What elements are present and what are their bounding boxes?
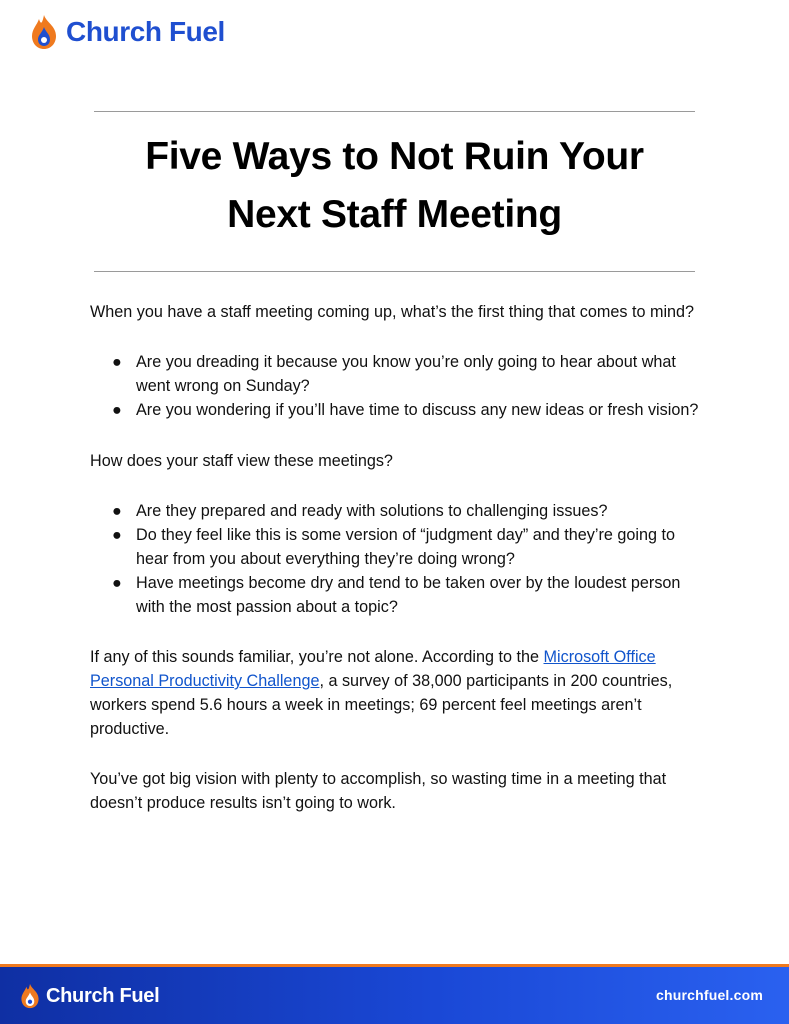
- title-line-2: Next Staff Meeting: [227, 193, 562, 236]
- list-item-text: Do they feel like this is some version of “judgment day” and they’re going to hear from you about everything they’re doing wrong?: [136, 526, 675, 568]
- article-body: [90, 300, 710, 815]
- list-item: [112, 350, 710, 398]
- brand-name: Church Fuel: [66, 16, 225, 47]
- intro-paragraph: When you have a staff meeting coming up, what’s the first thing that comes to mind?: [90, 303, 695, 321]
- title-divider-bottom: [94, 271, 695, 272]
- question-list-1: [90, 350, 710, 422]
- list-item-text: Are they prepared and ready with solutions to challenging issues?: [136, 502, 608, 520]
- statistics-paragraph: [90, 645, 710, 741]
- list-item: [112, 523, 710, 571]
- list-item: [112, 571, 710, 619]
- statistics-text-before: If any of this sounds familiar, you’re not alone. According to the: [90, 648, 544, 666]
- statistics-text-after: , a survey of 38,000 participants in 200 countries, workers spend 5.6 hours a week in meetings; 69 percent feel meetings aren’t productive.: [90, 672, 673, 738]
- microsoft-challenge-link[interactable]: Microsoft Office Personal Productivity Challenge: [90, 648, 656, 690]
- list-item-text: Are you wondering if you’ll have time to discuss any new ideas or fresh vision?: [136, 401, 699, 419]
- footer-bar: [0, 964, 789, 1024]
- title-divider-top: [94, 111, 695, 112]
- footer-website-link[interactable]: churchfuel.com: [655, 987, 763, 1003]
- page-title: [94, 128, 695, 244]
- flame-icon: [30, 14, 58, 50]
- list-item-text: Are you dreading it because you know you’re only going to hear about what went wrong on Sunday?: [136, 353, 676, 395]
- footer-brand-name: Church Fuel: [46, 984, 160, 1007]
- list-item-text: Have meetings become dry and tend to be taken over by the loudest person with the most passion about a topic?: [136, 574, 681, 616]
- list-item: [112, 499, 710, 523]
- bullet-icon: ●: [112, 353, 122, 371]
- footer-logo[interactable]: [20, 983, 159, 1009]
- header-logo[interactable]: [30, 14, 225, 50]
- flame-icon: [20, 983, 40, 1009]
- question-list-2: [90, 499, 710, 619]
- bullet-icon: ●: [112, 502, 122, 520]
- bullet-icon: ●: [112, 526, 122, 544]
- closing-paragraph: You’ve got big vision with plenty to accomplish, so wasting time in a meeting that doesn’t produce results isn’t going to work.: [90, 770, 667, 812]
- staff-question-paragraph: How does your staff view these meetings?: [90, 452, 393, 470]
- title-line-1: Five Ways to Not Ruin Your: [145, 135, 644, 178]
- bullet-icon: ●: [112, 574, 122, 592]
- list-item: [112, 398, 710, 422]
- bullet-icon: ●: [112, 401, 122, 419]
